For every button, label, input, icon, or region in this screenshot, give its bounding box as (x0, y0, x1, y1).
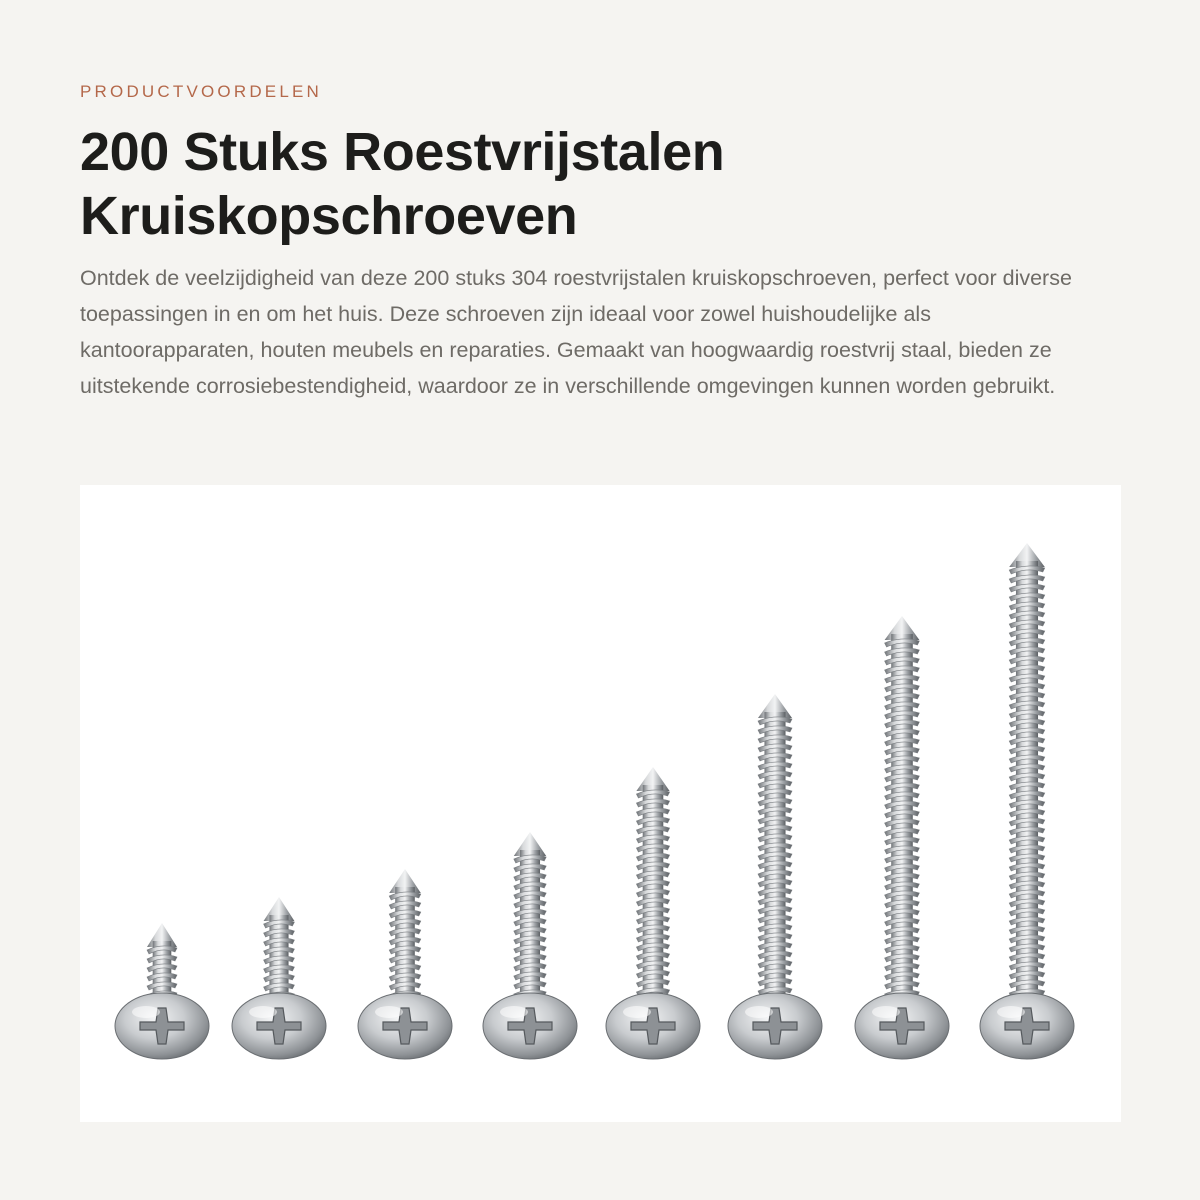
screw (980, 543, 1074, 1059)
head-highlight (872, 1006, 900, 1018)
screw (358, 869, 452, 1059)
section-title: 200 Stuks Roestvrijstalen Kruiskopschroeven (80, 122, 725, 246)
screw (483, 832, 577, 1059)
head-highlight (500, 1006, 528, 1018)
head-highlight (132, 1006, 160, 1018)
screw (855, 616, 949, 1059)
screw (115, 923, 209, 1059)
head-highlight (249, 1006, 277, 1018)
section-description: Ontdek de veelzijdigheid van deze 200 stuks 304 roestvrijstalen kruiskopschroeven, perfect voor diverse toepassingen in en om het huis. Deze schroeven zijn ideaal voor zowel huishoudelijke als kantoorapparaten, houten meubels en reparaties. Gemaakt van hoogwaardig roestvrij staal, bieden ze uitstekende corrosiebestendigheid, waardoor ze in verschillende omgevingen kunnen worden gebruikt. (80, 266, 1072, 398)
section-eyebrow: PRODUCTVOORDELEN (80, 82, 323, 101)
screw-set-illustration (80, 485, 1121, 1122)
head-highlight (745, 1006, 773, 1018)
head-highlight (997, 1006, 1025, 1018)
screw (606, 767, 700, 1059)
head-highlight (623, 1006, 651, 1018)
screw (232, 897, 326, 1059)
product-photo (80, 485, 1121, 1122)
screw (728, 694, 822, 1059)
head-highlight (375, 1006, 403, 1018)
